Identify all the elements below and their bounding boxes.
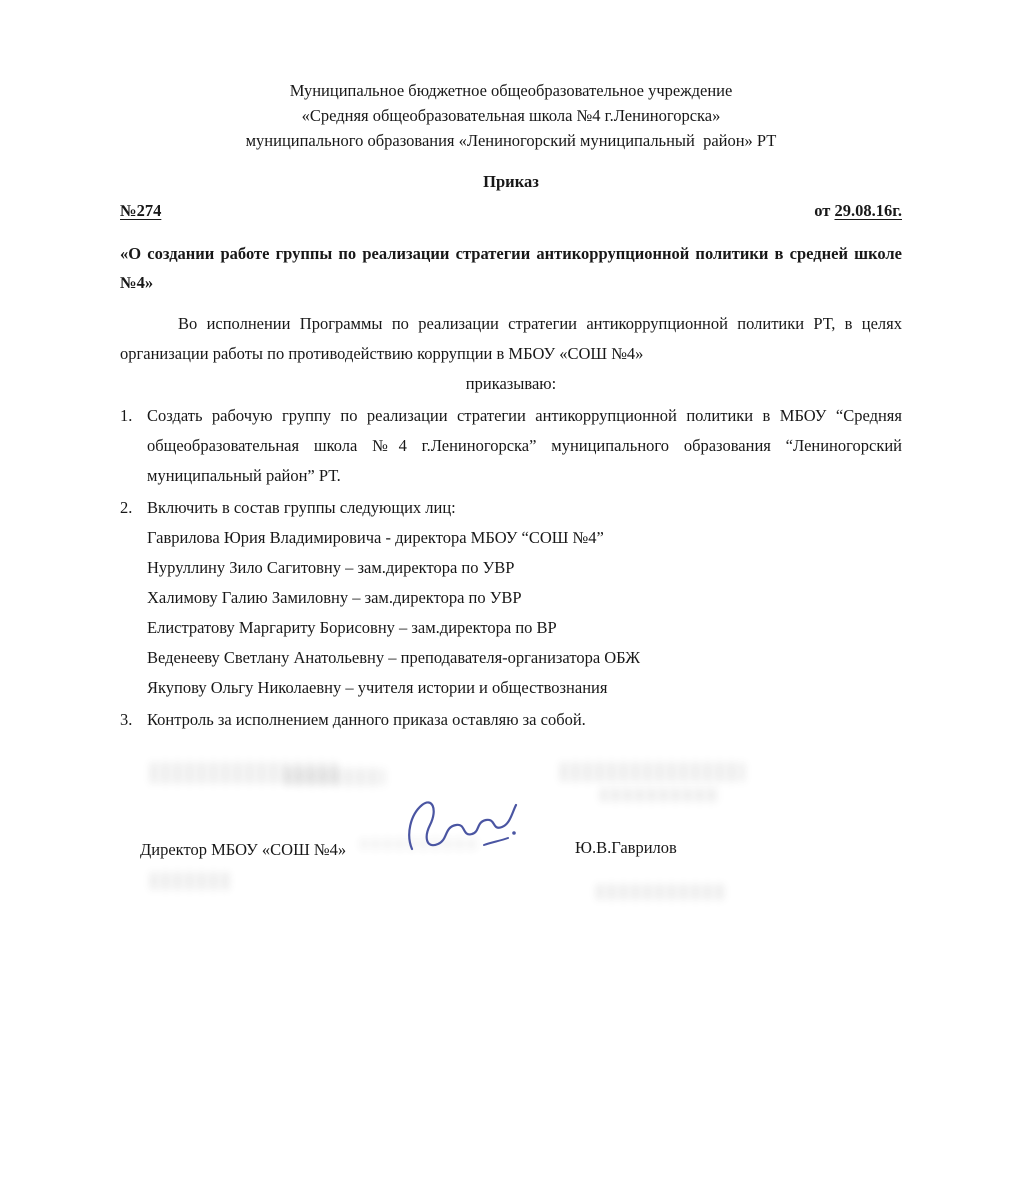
signatory-position: Директор МБОУ «СОШ №4» xyxy=(140,840,347,859)
document-type-title: Приказ xyxy=(483,172,539,191)
order-date-value: 29.08.16г. xyxy=(834,201,902,220)
order-item-3 xyxy=(120,705,902,735)
order-number: №274 xyxy=(120,201,162,220)
order-intro-paragraph: Во исполнении Программы по реализации стратегии антикоррупционной политики РТ, в целях организации работы по противодействию коррупции в МБОУ «СОШ №4» xyxy=(120,314,902,363)
order-item-1 xyxy=(120,401,902,491)
order-item-1-text: Создать рабочую группу по реализации стратегии антикоррупционной политики в МБОУ “Средняя общеобразовательная школа №4 г.Лениногорска” муниципального образования “Лениногорский муниципальный район” РТ. xyxy=(147,406,902,485)
order-item-1-number: 1. xyxy=(120,406,133,425)
order-item-3-number: 3. xyxy=(120,710,133,729)
order-item-2 xyxy=(120,493,902,523)
member-line-5: Веденееву Светлану Анатольевну – преподавателя-организатора ОБЖ xyxy=(147,648,641,667)
order-item-3-text: Контроль за исполнением данного приказа оставляю за собой. xyxy=(147,710,586,729)
number-date-row xyxy=(120,198,902,223)
order-item-2-number: 2. xyxy=(120,498,133,517)
order-subject: «О создании работе группы по реализации стратегии антикоррупционной политики в средней школе №4» xyxy=(120,244,902,292)
member-line-1: Гаврилова Юрия Владимировича - директора МБОУ “СОШ №4” xyxy=(147,528,604,547)
org-name-line-1: Муниципальное бюджетное общеобразовательное учреждение xyxy=(289,81,733,100)
org-name-line-3: муниципального образования «Лениногорский муниципальный район» РТ xyxy=(245,131,777,150)
member-line-6: Якупову Ольгу Николаевну – учителя истории и обществознания xyxy=(147,678,608,697)
resolution-word: приказываю: xyxy=(465,374,557,393)
member-line-4: Елистратову Маргариту Борисовну – зам.директора по ВР xyxy=(147,618,557,637)
member-line-3: Халимову Галию Замиловну – зам.директора по УВР xyxy=(147,588,522,607)
order-items-list xyxy=(120,401,902,735)
document-header xyxy=(120,78,902,153)
member-line-2: Нуруллину Зило Сагитовну – зам.директора по УВР xyxy=(147,558,515,577)
signatory-name: Ю.В.Гаврилов xyxy=(575,838,677,857)
handwritten-signature xyxy=(398,779,523,874)
order-item-2-text: Включить в состав группы следующих лиц: xyxy=(147,498,456,517)
org-name-line-2: «Средняя общеобразовательная школа №4 г.Лениногорска» xyxy=(301,106,721,125)
document-content xyxy=(120,78,902,897)
order-date xyxy=(814,198,902,223)
order-date-prefix: от xyxy=(814,201,831,220)
signature-block xyxy=(120,797,902,897)
